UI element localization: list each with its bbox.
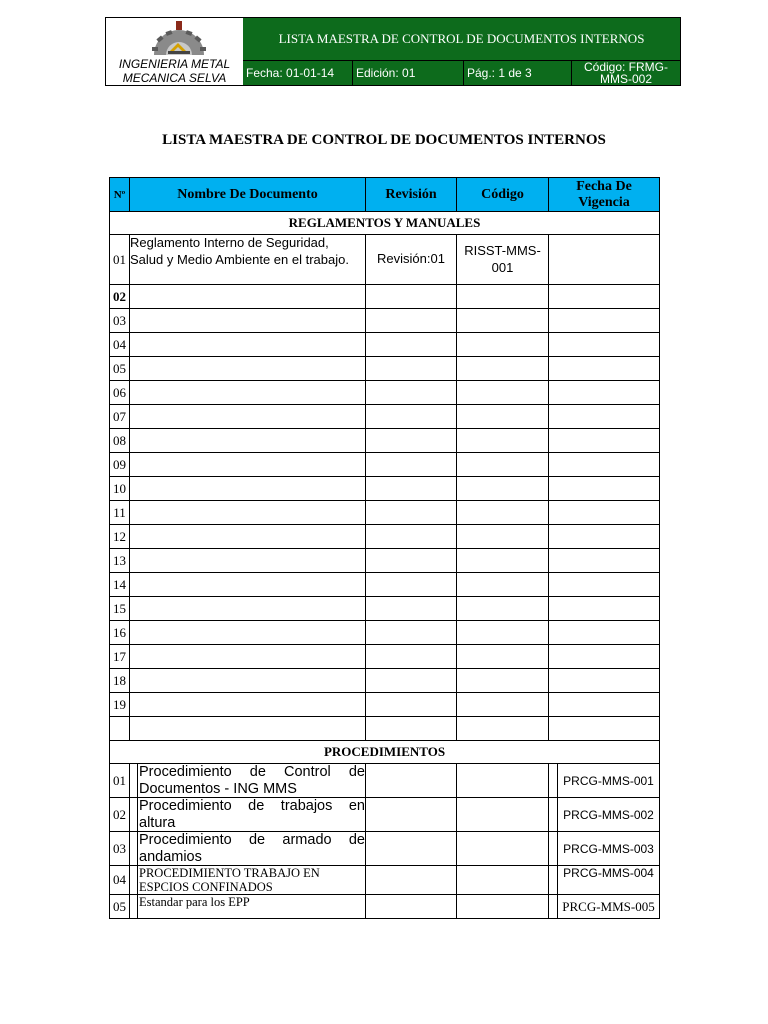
row-fecha: [457, 798, 549, 832]
row-num: 10: [110, 477, 130, 501]
table-row: [110, 573, 660, 597]
row-codigo: [457, 621, 549, 645]
row-nombre: Reglamento Interno de Seguridad, Salud y Medio Ambiente en el trabajo.: [130, 235, 366, 285]
table-row: [110, 621, 660, 645]
row-num: 13: [110, 549, 130, 573]
row-nombre: [130, 621, 366, 645]
row-revision: [366, 501, 457, 525]
table-row: [110, 669, 660, 693]
row-codigo: [457, 669, 549, 693]
row-fecha: [549, 453, 660, 477]
table-row: [110, 717, 660, 741]
table-row: [110, 501, 660, 525]
header-title: LISTA MAESTRA DE CONTROL DE DOCUMENTOS INTERNOS: [243, 18, 680, 61]
row-nombre: [130, 429, 366, 453]
row-codigo: [457, 573, 549, 597]
row-codigo-cell: [549, 832, 660, 866]
row-num: 14: [110, 573, 130, 597]
row-revision: [366, 357, 457, 381]
row-fecha: [549, 693, 660, 717]
row-num: 18: [110, 669, 130, 693]
section-title: REGLAMENTOS Y MANUALES: [110, 212, 660, 235]
row-revision: [366, 764, 457, 798]
row-num: 01: [110, 235, 130, 285]
table-row: [110, 549, 660, 573]
row-num: 16: [110, 621, 130, 645]
row-nombre: [130, 501, 366, 525]
table-row: [110, 798, 660, 832]
row-revision: [366, 285, 457, 309]
row-fecha: [549, 357, 660, 381]
row-codigo: [457, 477, 549, 501]
row-num: 01: [110, 764, 130, 798]
row-revision: [366, 669, 457, 693]
row-fecha: [549, 285, 660, 309]
table-row: [110, 693, 660, 717]
row-codigo: RISST-MMS-001: [457, 235, 549, 285]
row-fecha: [549, 501, 660, 525]
row-num: 05: [110, 357, 130, 381]
row-fecha: [549, 477, 660, 501]
table-row: [110, 645, 660, 669]
row-codigo: [457, 645, 549, 669]
table-row: [110, 429, 660, 453]
row-codigo: [457, 525, 549, 549]
row-nombre: [130, 764, 366, 798]
row-revision: [366, 798, 457, 832]
row-fecha: [549, 235, 660, 285]
row-nombre: [130, 309, 366, 333]
row-nombre: [130, 381, 366, 405]
row-codigo: [457, 357, 549, 381]
row-num: 06: [110, 381, 130, 405]
row-nombre: [130, 405, 366, 429]
row-revision: [366, 309, 457, 333]
table-row: [110, 405, 660, 429]
row-nombre: [130, 477, 366, 501]
row-fecha: [549, 717, 660, 741]
row-nombre: [130, 453, 366, 477]
row-codigo-cell: [549, 764, 660, 798]
row-nombre: [130, 693, 366, 717]
row-nombre-text: Estandar para los EPP: [137, 895, 365, 918]
row-nombre: [130, 357, 366, 381]
col-header-revision: Revisión: [366, 178, 457, 212]
row-revision: [366, 597, 457, 621]
row-nombre: [130, 798, 366, 832]
row-num: 02: [110, 798, 130, 832]
row-revision: [366, 717, 457, 741]
row-num: 15: [110, 597, 130, 621]
row-fecha: [549, 669, 660, 693]
row-codigo: [457, 597, 549, 621]
company-logo-cell: [106, 18, 244, 85]
row-nombre: [130, 832, 366, 866]
row-num: 12: [110, 525, 130, 549]
row-revision: [366, 429, 457, 453]
row-revision: [366, 477, 457, 501]
row-num: 04: [110, 866, 130, 895]
document-header: [105, 17, 681, 86]
row-nombre: [130, 669, 366, 693]
row-codigo: [457, 333, 549, 357]
row-fecha: [457, 764, 549, 798]
row-codigo: PRCG-MMS-002: [557, 798, 659, 831]
row-codigo-cell: [549, 895, 660, 919]
table-row: [110, 866, 660, 895]
table-row: [110, 285, 660, 309]
row-num: 04: [110, 333, 130, 357]
row-codigo: PRCG-MMS-003: [557, 832, 659, 865]
gear-logo-icon: [150, 21, 208, 57]
row-nombre: [130, 597, 366, 621]
company-name: INGENIERIA METAL MECANICA SELVA: [118, 57, 231, 85]
header-edition: Edición: 01: [353, 61, 464, 85]
section-title: PROCEDIMIENTOS: [110, 741, 660, 764]
row-num: 17: [110, 645, 130, 669]
header-meta: [243, 61, 680, 85]
table-row: [110, 333, 660, 357]
row-nombre: [130, 573, 366, 597]
row-revision: [366, 693, 457, 717]
row-fecha: [549, 573, 660, 597]
row-revision: [366, 405, 457, 429]
row-num: 11: [110, 501, 130, 525]
header-page: Pág.: 1 de 3: [464, 61, 572, 85]
row-codigo: PRCG-MMS-004: [557, 866, 659, 894]
col-header-codigo: Código: [457, 178, 549, 212]
table-row: [110, 235, 660, 285]
header-date: Fecha: 01-01-14: [243, 61, 353, 85]
row-fecha: [457, 895, 549, 919]
row-nombre-text: Procedimiento de armado de andamios: [139, 832, 365, 865]
row-nombre: [130, 525, 366, 549]
row-fecha: [549, 525, 660, 549]
row-revision: [366, 381, 457, 405]
row-num: 02: [110, 285, 130, 309]
row-codigo: [457, 429, 549, 453]
row-fecha: [549, 621, 660, 645]
row-num: 07: [110, 405, 130, 429]
row-fecha: [549, 645, 660, 669]
table-row: [110, 525, 660, 549]
row-revision: [366, 895, 457, 919]
row-revision: [366, 573, 457, 597]
row-num: 08: [110, 429, 130, 453]
table-row: [110, 764, 660, 798]
row-codigo: [457, 549, 549, 573]
table-row: [110, 895, 660, 919]
row-fecha: [549, 549, 660, 573]
section-row: [110, 741, 660, 764]
row-revision: Revisión:01: [366, 235, 457, 285]
table-row: [110, 453, 660, 477]
row-codigo: [457, 309, 549, 333]
row-codigo: [457, 285, 549, 309]
row-revision: [366, 621, 457, 645]
row-nombre-text: PROCEDIMIENTO TRABAJO EN ESPCIOS CONFINADOS: [137, 866, 365, 894]
row-fecha: [549, 405, 660, 429]
row-codigo: [457, 381, 549, 405]
row-nombre: [130, 549, 366, 573]
row-fecha: [549, 597, 660, 621]
row-codigo: PRCG-MMS-001: [557, 764, 659, 797]
row-revision: [366, 832, 457, 866]
row-num: 05: [110, 895, 130, 919]
row-codigo: [457, 501, 549, 525]
documents-table: [109, 177, 660, 919]
row-codigo: [457, 693, 549, 717]
row-nombre: [130, 895, 366, 919]
table-row: [110, 477, 660, 501]
row-nombre: [130, 866, 366, 895]
row-revision: [366, 333, 457, 357]
row-nombre-text: Procedimiento de trabajos en altura: [139, 798, 365, 831]
row-fecha: [549, 333, 660, 357]
header-code: Código: FRMG-MMS-002: [583, 60, 669, 86]
row-codigo: PRCG-MMS-005: [557, 895, 659, 918]
row-revision: [366, 525, 457, 549]
section-row: [110, 212, 660, 235]
row-revision: [366, 866, 457, 895]
col-header-num: Nº: [110, 178, 130, 212]
row-fecha: [549, 429, 660, 453]
page-title: LISTA MAESTRA DE CONTROL DE DOCUMENTOS INTERNOS: [162, 132, 606, 148]
row-num: 03: [110, 832, 130, 866]
row-fecha: [549, 381, 660, 405]
table-row: [110, 832, 660, 866]
row-fecha: [549, 309, 660, 333]
row-num: [110, 717, 130, 741]
table-row: [110, 309, 660, 333]
row-revision: [366, 645, 457, 669]
col-header-nombre: Nombre De Documento: [130, 178, 366, 212]
row-nombre: [130, 645, 366, 669]
table-row: [110, 597, 660, 621]
row-codigo: [457, 453, 549, 477]
row-nombre: [130, 333, 366, 357]
row-num: 03: [110, 309, 130, 333]
col-header-fecha: Fecha De Vigencia: [549, 178, 660, 212]
row-nombre-text: Procedimiento de Control de Documentos - ING MMS: [139, 764, 365, 797]
table-header-row: [110, 178, 660, 212]
row-fecha: [457, 832, 549, 866]
row-codigo: [457, 405, 549, 429]
row-nombre: [130, 285, 366, 309]
row-codigo: [457, 717, 549, 741]
table-row: [110, 381, 660, 405]
row-num: 19: [110, 693, 130, 717]
row-revision: [366, 453, 457, 477]
row-nombre: [130, 717, 366, 741]
row-fecha: [457, 866, 549, 895]
table-row: [110, 357, 660, 381]
row-codigo-cell: [549, 866, 660, 895]
row-revision: [366, 549, 457, 573]
row-num: 09: [110, 453, 130, 477]
row-codigo-cell: [549, 798, 660, 832]
